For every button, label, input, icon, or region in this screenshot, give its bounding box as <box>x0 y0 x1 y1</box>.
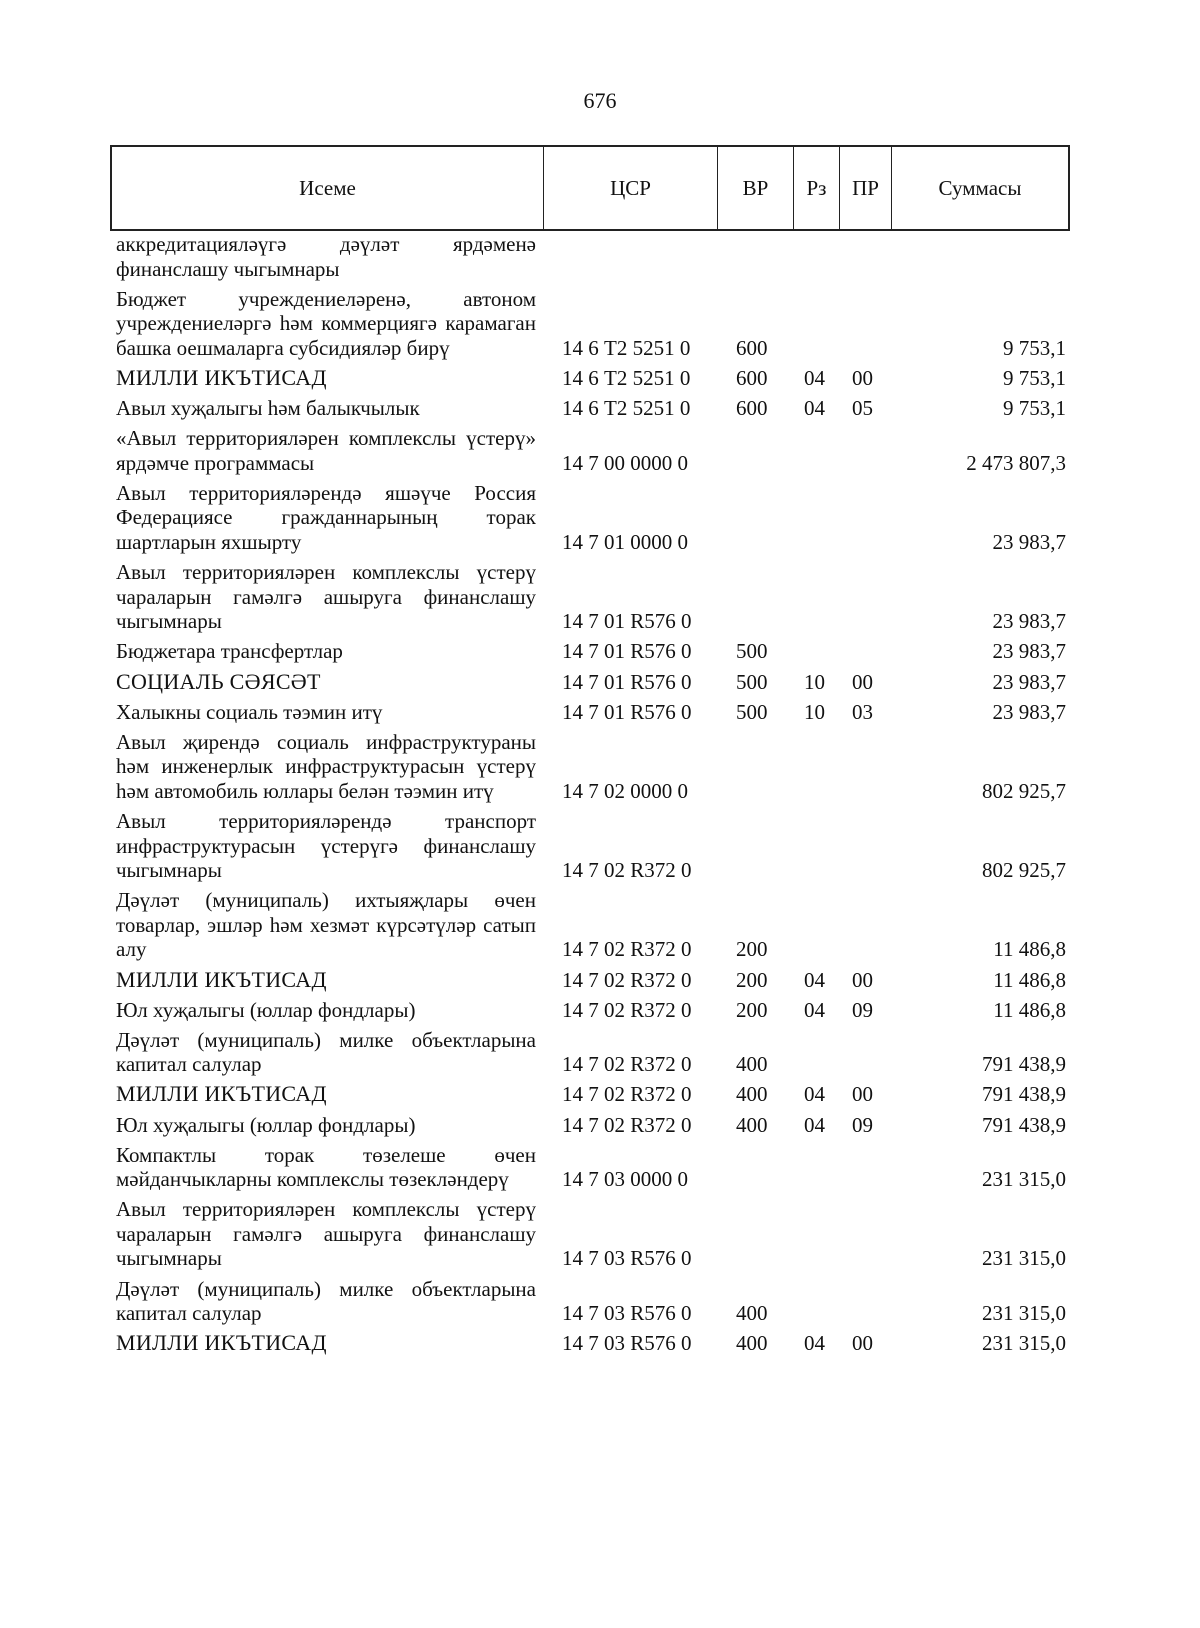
row-name: Юл хуҗалыгы (юллар фондлары) <box>116 997 416 1022</box>
row-name: МИЛЛИ ИКЪТИСАД <box>116 1330 327 1356</box>
table-row <box>116 700 1066 725</box>
table-row <box>116 888 1066 962</box>
table-row <box>116 730 1066 804</box>
row-name: МИЛЛИ ИКЪТИСАД <box>116 966 327 992</box>
row-csr: 14 7 02 R372 0 <box>562 937 692 962</box>
table-row <box>116 396 1066 421</box>
row-sum: 23 983,7 <box>992 609 1066 634</box>
row-vr: 500 <box>736 669 768 694</box>
row-pr: 00 <box>852 1082 873 1107</box>
table-row <box>116 1197 1066 1271</box>
row-csr: 14 7 01 R576 0 <box>562 639 692 664</box>
table-body <box>116 232 1066 1361</box>
row-name: Компактлы торак төзелеше өчен мәйданчыкларны комплекслы төзекләндерү <box>116 1142 536 1192</box>
row-csr: 14 7 03 0000 0 <box>562 1167 688 1192</box>
row-csr: 14 7 00 0000 0 <box>562 450 688 475</box>
row-rz: 10 <box>804 699 825 724</box>
row-vr: 200 <box>736 937 768 962</box>
row-rz: 10 <box>804 669 825 694</box>
row-sum: 2 473 807,3 <box>966 450 1066 475</box>
table-row <box>116 1331 1066 1356</box>
row-name: Авыл җирендә социаль инфраструктураны һәм инженерлык инфраструктурасын үстерү һәм автомобиль юллары белән тәэмин итү <box>116 729 536 803</box>
row-sum: 802 925,7 <box>982 858 1066 883</box>
row-csr: 14 7 02 R372 0 <box>562 967 692 992</box>
table-row <box>116 481 1066 555</box>
row-sum: 231 315,0 <box>982 1246 1066 1271</box>
row-sum: 9 753,1 <box>1003 365 1066 390</box>
row-name: Авыл территорияләрен комплекслы үстерү чараларын гамәлгә ашыруга финанслашу чыгымнары <box>116 1197 536 1271</box>
row-sum: 802 925,7 <box>982 778 1066 803</box>
table-row <box>116 1082 1066 1107</box>
row-vr: 400 <box>736 1082 768 1107</box>
row-sum: 231 315,0 <box>982 1301 1066 1326</box>
header-pr: ПР <box>840 147 892 229</box>
row-vr: 600 <box>736 335 768 360</box>
row-name: МИЛЛИ ИКЪТИСАД <box>116 364 327 390</box>
row-pr: 00 <box>852 1331 873 1356</box>
row-vr: 400 <box>736 1112 768 1137</box>
row-csr: 14 7 02 R372 0 <box>562 1112 692 1137</box>
row-csr: 14 6 Т2 5251 0 <box>562 335 691 360</box>
row-rz: 04 <box>804 997 825 1022</box>
row-vr: 600 <box>736 396 768 421</box>
row-rz: 04 <box>804 1082 825 1107</box>
row-vr: 200 <box>736 997 768 1022</box>
table-row <box>116 968 1066 993</box>
row-name: Бюджет учреждениеләренә, автоном учреждениеләргә һәм коммерциягә карамаган башка оешмаларга субсидияләр бирү <box>116 286 536 360</box>
row-csr: 14 7 01 0000 0 <box>562 530 688 555</box>
row-sum: 9 753,1 <box>1003 335 1066 360</box>
table-row <box>116 232 1066 281</box>
header-vr: ВР <box>718 147 794 229</box>
table-row <box>116 1143 1066 1192</box>
row-sum: 791 438,9 <box>982 1082 1066 1107</box>
row-sum: 231 315,0 <box>982 1167 1066 1192</box>
row-sum: 791 438,9 <box>982 1052 1066 1077</box>
table-row <box>116 426 1066 475</box>
row-name: Дәүләт (муниципаль) ихтыяҗлары өчен товарлар, эшләр һәм хезмәт күрсәтүләр сатып алу <box>116 888 536 962</box>
row-name: Авыл территорияләрендә транспорт инфраструктурасын үстерүгә финанслашу чыгымнары <box>116 808 536 883</box>
row-vr: 500 <box>736 699 768 724</box>
row-name: Авыл хуҗалыгы һәм балыкчылык <box>116 396 420 421</box>
row-csr: 14 7 02 R372 0 <box>562 858 692 883</box>
row-sum: 11 486,8 <box>993 937 1066 962</box>
table-row <box>116 1277 1066 1326</box>
row-name: Бюджетара трансфертлар <box>116 639 343 664</box>
row-csr: 14 6 Т2 5251 0 <box>562 396 691 421</box>
table-row <box>116 670 1066 695</box>
table-row <box>116 998 1066 1023</box>
row-rz: 04 <box>804 396 825 421</box>
row-name: «Авыл территорияләрен комплекслы үстерү» ярдәмче программасы <box>116 426 536 475</box>
row-vr: 400 <box>736 1331 768 1356</box>
row-name: Дәүләт (муниципаль) милке объектларына капитал салулар <box>116 1027 536 1077</box>
row-pr: 00 <box>852 365 873 390</box>
row-name: СОЦИАЛЬ СӘЯСӘТ <box>116 668 321 694</box>
row-rz: 04 <box>804 1331 825 1356</box>
row-pr: 00 <box>852 669 873 694</box>
row-csr: 14 7 03 R576 0 <box>562 1301 692 1326</box>
row-pr: 09 <box>852 997 873 1022</box>
table-row <box>116 1113 1066 1138</box>
row-name: Авыл территорияләрендә яшәүче Россия Федерациясе гражданнарының торак шартларын яхшырту <box>116 480 536 555</box>
row-pr: 00 <box>852 967 873 992</box>
row-rz: 04 <box>804 1112 825 1137</box>
row-sum: 11 486,8 <box>993 997 1066 1022</box>
row-pr: 03 <box>852 699 873 724</box>
row-csr: 14 7 01 R576 0 <box>562 609 692 634</box>
table-row <box>116 287 1066 361</box>
row-name: Дәүләт (муниципаль) милке объектларына капитал салулар <box>116 1276 536 1326</box>
row-name: МИЛЛИ ИКЪТИСАД <box>116 1081 327 1107</box>
row-sum: 791 438,9 <box>982 1112 1066 1137</box>
row-csr: 14 7 02 R372 0 <box>562 997 692 1022</box>
row-vr: 500 <box>736 639 768 664</box>
row-rz: 04 <box>804 967 825 992</box>
row-pr: 09 <box>852 1112 873 1137</box>
header-sum: Суммасы <box>938 175 1022 200</box>
row-vr: 200 <box>736 967 768 992</box>
row-csr: 14 7 01 R576 0 <box>562 699 692 724</box>
row-pr: 05 <box>852 396 873 421</box>
row-csr: 14 7 03 R576 0 <box>562 1246 692 1271</box>
table-row <box>116 366 1066 391</box>
page-number: 676 <box>583 88 617 113</box>
row-csr: 14 7 02 R372 0 <box>562 1052 692 1077</box>
row-name: Авыл территорияләрен комплекслы үстерү чараларын гамәлгә ашыруга финанслашу чыгымнары <box>116 560 536 634</box>
row-csr: 14 6 Т2 5251 0 <box>562 365 691 390</box>
row-sum: 23 983,7 <box>992 530 1066 555</box>
row-name: аккредитацияләүгә дәүләт ярдәменә финанслашу чыгымнары <box>116 232 536 281</box>
header-rz: Рз <box>794 147 840 229</box>
row-sum: 231 315,0 <box>982 1331 1066 1356</box>
row-sum: 9 753,1 <box>1003 396 1066 421</box>
row-sum: 23 983,7 <box>992 699 1066 724</box>
row-rz: 04 <box>804 365 825 390</box>
row-csr: 14 7 02 0000 0 <box>562 778 688 803</box>
header-csr: ЦСР <box>544 147 718 229</box>
table-row <box>116 1028 1066 1077</box>
row-vr: 400 <box>736 1052 768 1077</box>
row-sum: 11 486,8 <box>993 967 1066 992</box>
table-row <box>116 809 1066 883</box>
row-csr: 14 7 02 R372 0 <box>562 1082 692 1107</box>
row-vr: 400 <box>736 1301 768 1326</box>
row-csr: 14 7 01 R576 0 <box>562 669 692 694</box>
row-sum: 23 983,7 <box>992 639 1066 664</box>
table-header <box>110 145 1070 231</box>
table-row <box>116 639 1066 664</box>
row-vr: 600 <box>736 365 768 390</box>
row-sum: 23 983,7 <box>992 669 1066 694</box>
row-csr: 14 7 03 R576 0 <box>562 1331 692 1356</box>
row-name: Халыкны социаль тәэмин итү <box>116 699 383 724</box>
table-row <box>116 560 1066 634</box>
row-name: Юл хуҗалыгы (юллар фондлары) <box>116 1112 416 1137</box>
header-name: Исеме <box>112 147 544 229</box>
